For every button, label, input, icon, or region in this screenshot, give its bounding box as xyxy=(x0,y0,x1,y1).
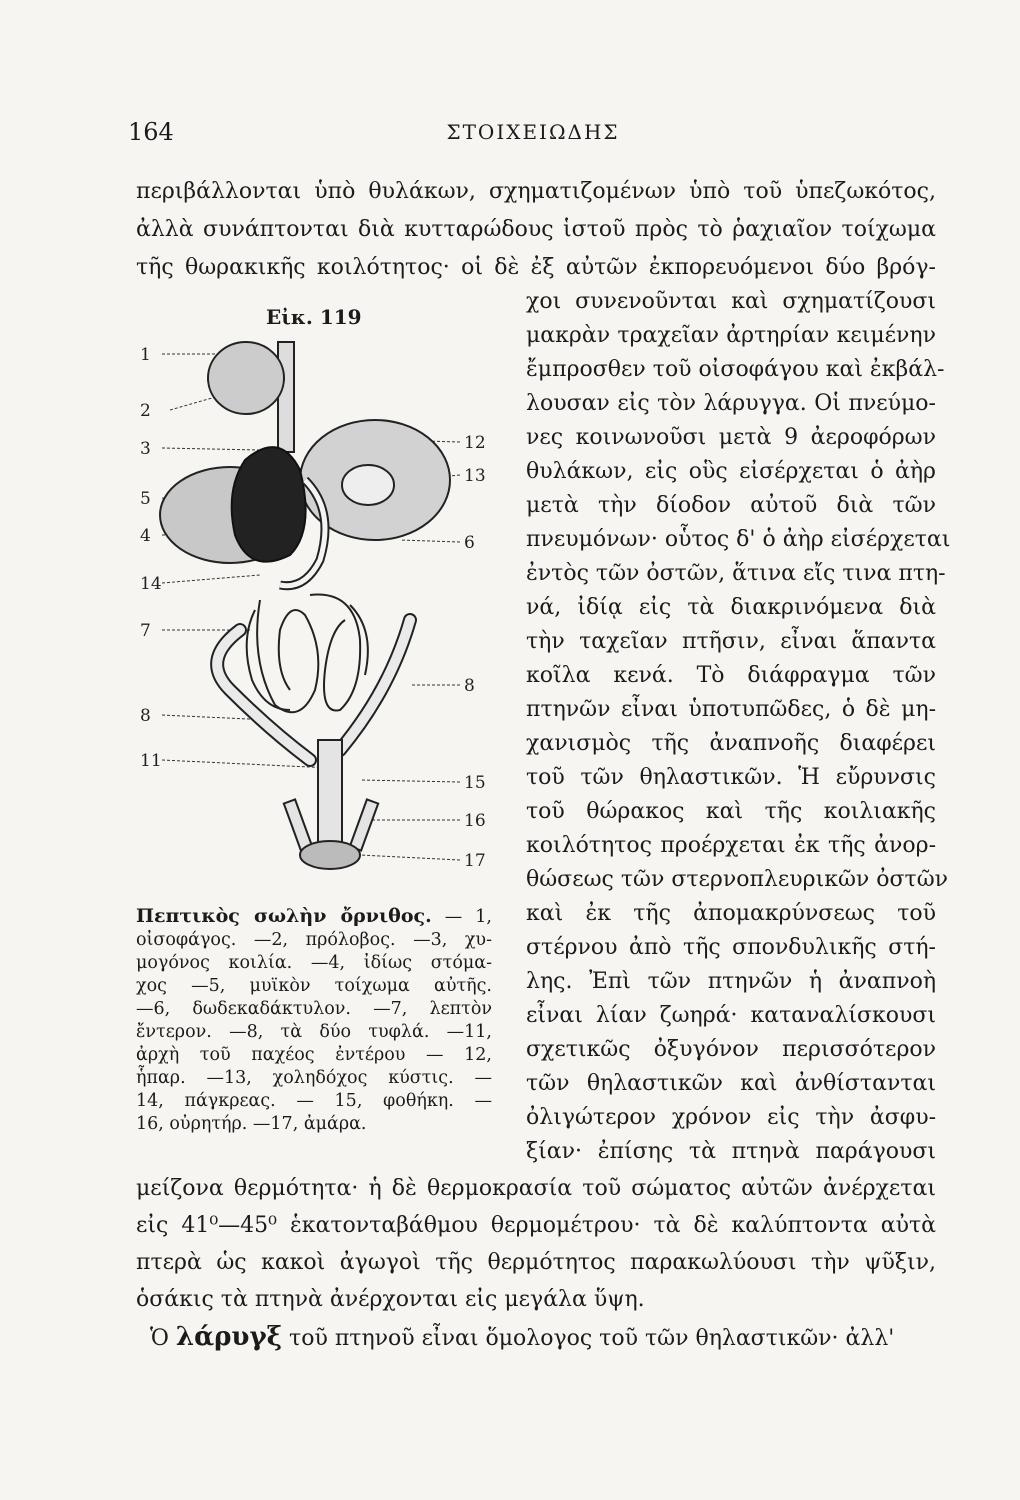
figure-caption xyxy=(136,905,492,1136)
caption-line: μογόνος κοιλία. —4, ἰδίως στόμα- xyxy=(136,953,492,973)
figure-label: 7 xyxy=(140,621,151,641)
text-line: τοῦ τῶν θηλαστικῶν. Ἡ εὔρυνσις xyxy=(526,765,936,790)
text-line: ἔμπροσθεν τοῦ οἰσοφάγου καὶ ἐκβάλ- xyxy=(526,357,945,382)
caption-line: ἔντερον. —8, τὰ δύο τυφλά. —11, xyxy=(136,1022,492,1042)
text-line: εἶναι λίαν ζωηρά· καταναλίσκουσι xyxy=(526,1003,936,1028)
caption-first-rest: — 1, xyxy=(444,907,492,927)
text-line: χανισμὸς τῆς ἀναπνοῆς διαφέρει xyxy=(526,731,936,756)
figure-label: 16 xyxy=(464,811,486,831)
text-line: κοῖλα κενά. Τὸ διάφραγμα τῶν xyxy=(526,663,936,688)
text-line: νά, ἰδίᾳ εἰς τὰ διακρινόμενα διὰ xyxy=(526,595,936,620)
caption-line: οἰσοφάγος. —2, πρόλοβος. —3, χυ- xyxy=(136,930,492,950)
text-line: ἀλλὰ συνάπτονται διὰ κυτταρώδους ἱστοῦ πρὸς τὸ ῥαχιαῖον τοίχωμα xyxy=(136,217,936,242)
text-line: καὶ ἐκ τῆς ἀπομακρύνσεως τοῦ xyxy=(526,901,936,926)
last-line-rest: τοῦ πτηνοῦ εἶναι ὅμολογος τοῦ τῶν θηλαστικῶν· ἀλλ' xyxy=(289,1326,895,1351)
text-line: νες κοινωνοῦσι μετὰ 9 ἀεροφόρων xyxy=(526,425,936,450)
figure-label: 8 xyxy=(464,676,475,696)
figure-label: 12 xyxy=(464,433,486,453)
text-line: λης. Ἐπὶ τῶν πτηνῶν ἡ ἀναπνοὴ xyxy=(526,969,936,994)
text-line: μακρὰν τραχεῖαν ἀρτηρίαν κειμένην xyxy=(526,323,936,348)
text-line: τὴν ταχεῖαν πτῆσιν, εἶναι ἅπαντα xyxy=(526,629,936,654)
larynx-term: λάρυγξ xyxy=(175,1322,283,1352)
caption-line: ἀρχὴ τοῦ παχέος ἐντέρου — 12, xyxy=(136,1045,492,1065)
figure-label: 3 xyxy=(140,439,151,459)
text-line: μετὰ τὴν δίοδον αὐτοῦ διὰ τῶν xyxy=(526,493,936,518)
caption-line xyxy=(136,905,492,929)
page-number: 164 xyxy=(128,118,174,146)
figure-label: 11 xyxy=(140,751,162,771)
text-line: εἰς 41⁰—45⁰ ἑκατονταβάθμου θερμομέτρου· τὰ δὲ καλύπτοντα αὐτὰ xyxy=(136,1213,936,1238)
text-line: τῶν θηλαστικῶν καὶ ἀνθίστανται xyxy=(526,1071,936,1096)
last-text-line xyxy=(150,1322,936,1354)
running-title: ΣΤΟΙΧΕΙΩΔΗΣ xyxy=(446,120,620,144)
caption-line: ἧπαρ. —13, χοληδόχος κύστις. — xyxy=(136,1068,492,1088)
text-line: θυλάκων, εἰς οὓς εἰσέρχεται ὁ ἀὴρ xyxy=(526,459,936,484)
text-line: τοῦ θώρακος καὶ τῆς κοιλιακῆς xyxy=(526,799,936,824)
text-line: πνευμόνων· οὗτος δ' ὁ ἀὴρ εἰσέρχεται xyxy=(526,527,951,552)
last-line-prefix: Ὁ xyxy=(150,1326,169,1351)
text-line: περιβάλλονται ὑπὸ θυλάκων, σχηματιζομένων ὑπὸ τοῦ ὑπεζωκότος, xyxy=(136,179,936,204)
page-header xyxy=(128,118,938,148)
text-line: τῆς θωρακικῆς κοιλότητος· οἱ δὲ ἐξ αὐτῶν ἐκπορευόμενοι δύο βρόγ- xyxy=(136,255,936,280)
figure-label: 17 xyxy=(464,851,486,871)
text-line: κοιλότητος προέρχεται ἐκ τῆς ἀνορ- xyxy=(526,833,936,858)
figure-label: 8 xyxy=(140,706,151,726)
figure-label: 2 xyxy=(140,401,151,421)
text-line: ἐντὸς τῶν ὀστῶν, ἅτινα εἴς τινα πτη- xyxy=(526,561,946,586)
figure-title: Εἰκ. 119 xyxy=(266,305,362,329)
text-line: μείζονα θερμότητα· ἡ δὲ θερμοκρασία τοῦ σώματος αὐτῶν ἀνέρχεται xyxy=(136,1176,936,1201)
caption-title: Πεπτικὸς σωλὴν ὄρνιθος. xyxy=(136,905,432,927)
figure-label: 1 xyxy=(140,345,151,365)
caption-line: 14, πάγκρεας. — 15, φοθήκη. — xyxy=(136,1091,492,1111)
figure-label: 5 xyxy=(140,489,151,509)
text-line: ὀλιγώτερον χρόνον εἰς τὴν ἀσφυ- xyxy=(526,1105,936,1130)
text-line: χοι συνενοῦνται καὶ σχηματίζουσι xyxy=(526,289,936,314)
caption-line: χος —5, μυϊκὸν τοίχωμα αὐτῆς. xyxy=(136,976,492,996)
figure-label: 15 xyxy=(464,773,486,793)
text-line: θώσεως τῶν στερνοπλευρικῶν ὀστῶν xyxy=(526,867,949,892)
caption-line: 16, οὐρητήρ. —17, ἀμάρα. xyxy=(136,1114,367,1134)
text-line: πτερὰ ὡς κακοὶ ἀγωγοὶ τῆς θερμότητος παρακωλύουσι τὴν ψῦξιν, xyxy=(136,1250,936,1275)
figure-label: 6 xyxy=(464,533,475,553)
figure-label: 13 xyxy=(464,466,486,486)
text-line: ξίαν· ἐπίσης τὰ πτηνὰ παράγουσι xyxy=(526,1139,936,1164)
text-line: σχετικῶς ὀξυγόνον περισσότερον xyxy=(526,1037,936,1062)
caption-line: —6, δωδεκαδάκτυλον. —7, λεπτὸν xyxy=(136,999,492,1019)
text-line: λουσαν εἰς τὸν λάρυγγα. Οἱ πνεύμο- xyxy=(526,391,936,416)
digestive-tract-figure xyxy=(140,330,500,890)
text-line: πτηνῶν εἶναι ὑποτυπῶδες, ὁ δὲ μη- xyxy=(526,697,936,722)
figure-label: 4 xyxy=(140,526,151,546)
text-line: στέρνου ἀπὸ τῆς σπονδυλικῆς στή- xyxy=(526,935,936,960)
figure-label: 14 xyxy=(140,574,162,594)
text-line: ὁσάκις τὰ πτηνὰ ἀνέρχονται εἰς μεγάλα ὕψη. xyxy=(136,1287,645,1312)
